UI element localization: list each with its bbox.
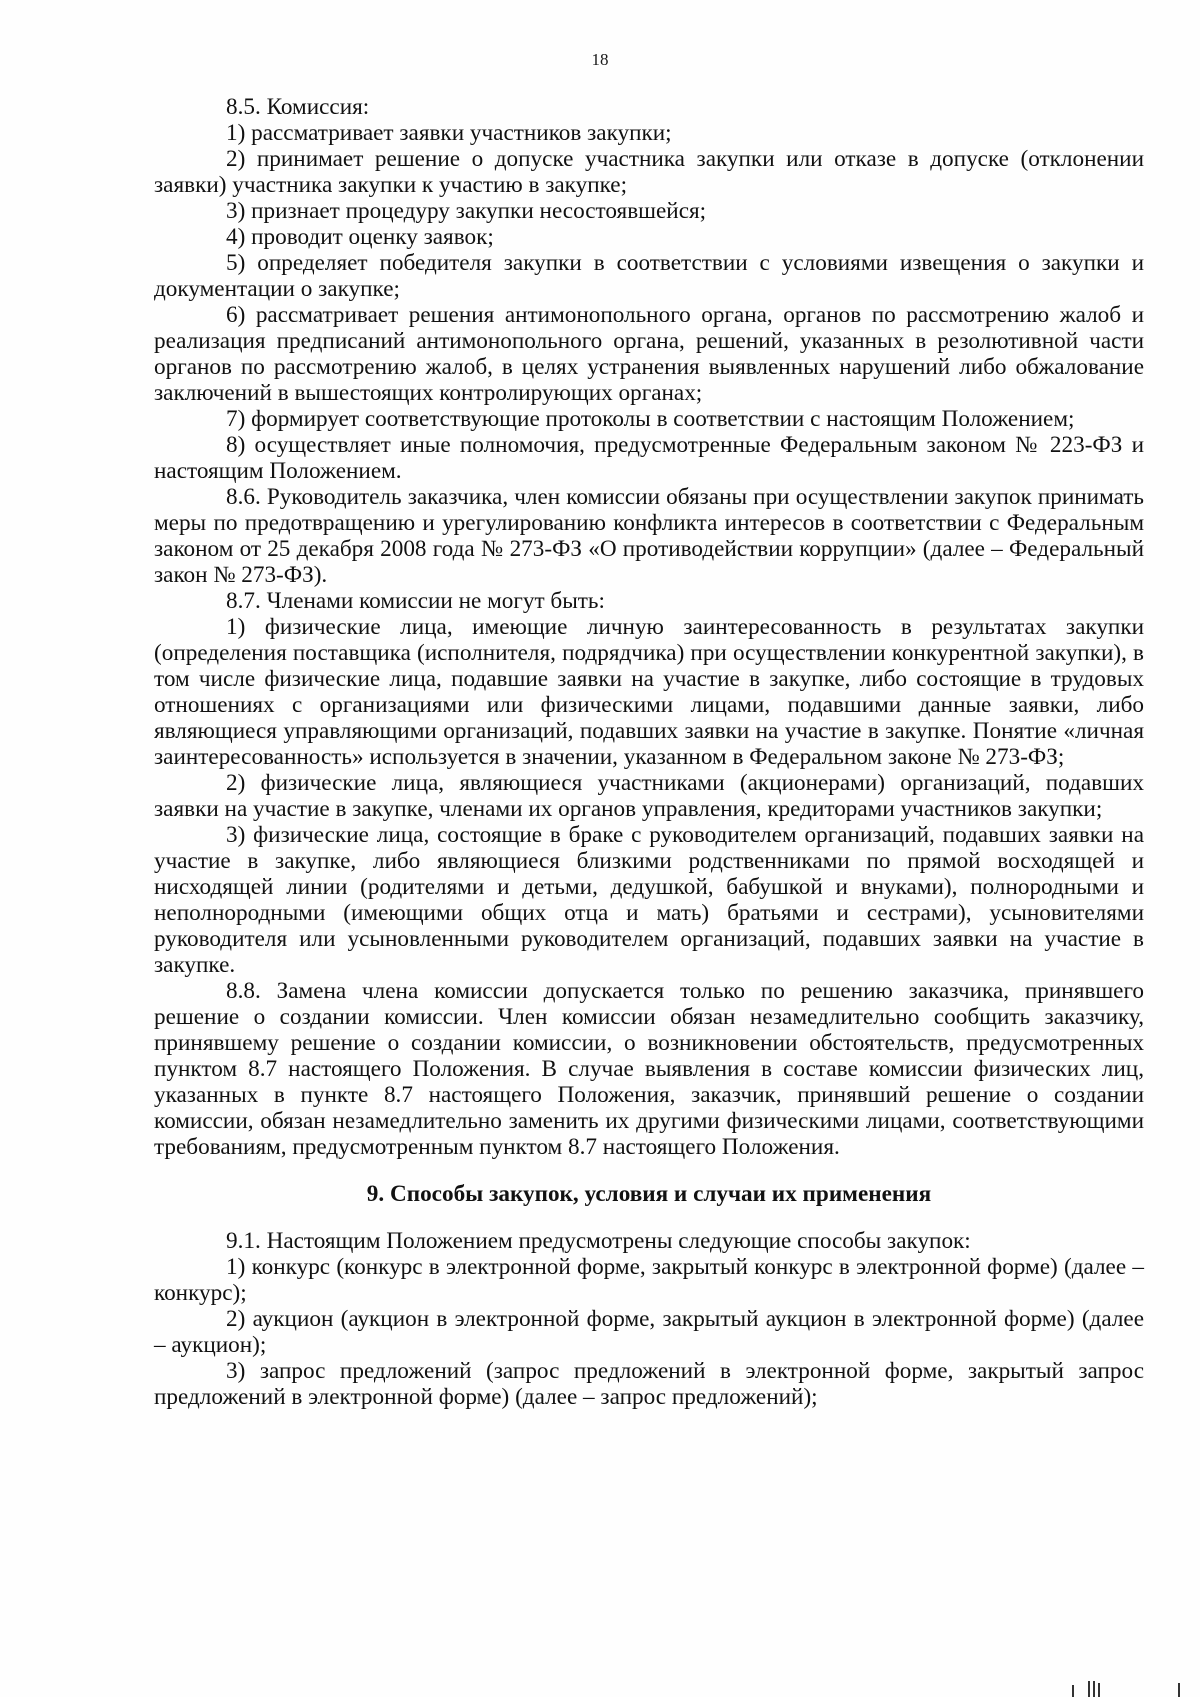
- list-item: 3) признает процедуру закупки несостоявшейся;: [226, 198, 707, 224]
- list-item: 2) принимает решение о допуске участника закупки или отказе в допуске (отклонении заявки) участника закупки к участию в закупке;: [154, 146, 1144, 198]
- page-number: 18: [591, 50, 609, 69]
- paragraph-8-8: 8.8. Замена члена комиссии допускается только по решению заказчика, принявшего решение о создании комиссии. Член комиссии обязан незамедлительно сообщить заказчику, принявшему решение о создании комиссии, о возникновении обстоятельств, предусмотренных пунктом 8.7 настоящего Положения. В случае выявления в составе комиссии физических лиц, указанных в пункте 8.7 настоящего Положения, заказчик, принявший решение о создании комиссии, обязан незамедлительно заменить их другими физическими лицами, соответствующими требованиям, предусмотренным пунктом 8.7 настоящего Положения.: [154, 978, 1144, 1160]
- list-item: 1) конкурс (конкурс в электронной форме, закрытый конкурс в электронной форме) (далее – конкурс);: [154, 1254, 1144, 1306]
- list-item: 3) физические лица, состоящие в браке с руководителем организаций, подавших заявки на участие в закупке, либо являющиеся близкими родственниками по прямой восходящей и нисходящей линии (родителями и детьми, дедушкой, бабушкой и внуками), полнородными и неполнородными (имеющими общих отца и мать) братьями и сестрами), усыновителями руководителя или усыновленными руководителем организаций, подавших заявки на участие в закупке.: [154, 822, 1144, 978]
- list-item: 2) физические лица, являющиеся участниками (акционерами) организаций, подавших заявки на участие в закупке, членами их органов управления, кредиторами участников закупки;: [154, 770, 1144, 822]
- document-body: [154, 94, 1144, 1410]
- list-item: 6) рассматривает решения антимонопольного органа, органов по рассмотрению жалоб и реализация предписаний антимонопольного органа, решений, указанных в резолютивной части органов по рассмотрению жалоб, в целях устранения выявленных нарушений либо обжалование заключений в вышестоящих контролирующих органах;: [154, 302, 1144, 406]
- paragraph-8-6: 8.6. Руководитель заказчика, член комиссии обязаны при осуществлении закупок принимать меры по предотвращению и урегулированию конфликта интересов в соответствии с Федеральным законом от 25 декабря 2008 года № 273-ФЗ «О противодействии коррупции» (далее – Федеральный закон № 273-ФЗ).: [154, 484, 1144, 588]
- list-item: 4) проводит оценку заявок;: [226, 224, 494, 250]
- list-item: 1) физические лица, имеющие личную заинтересованность в результатах закупки (определения поставщика (исполнителя, подрядчика) при осуществлении конкурентной закупки), в том числе физические лица, подавшие заявки на участие в закупке, либо состоящие в трудовых отношениях с организациями или физическими лицами, подавшими данные заявки, либо являющиеся управляющими организаций, подавших заявки на участие в закупке. Понятие «личная заинтересованность» используется в значении, указанном в Федеральном законе № 273-ФЗ;: [154, 614, 1144, 770]
- list-item: 3) запрос предложений (запрос предложений в электронной форме, закрытый запрос предложений в электронной форме) (далее – запрос предложений);: [154, 1358, 1144, 1410]
- list-item: 2) аукцион (аукцион в электронной форме, закрытый аукцион в электронной форме) (далее – аукцион);: [154, 1306, 1144, 1358]
- paragraph-8-7: 8.7. Членами комиссии не могут быть:: [226, 588, 605, 614]
- paragraph-8-5: 8.5. Комиссия:: [226, 94, 370, 120]
- list-item: 1) рассматривает заявки участников закупки;: [226, 120, 672, 146]
- list-item: 7) формирует соответствующие протоколы в соответствии с настоящим Положением;: [226, 406, 1075, 432]
- section-heading: 9. Способы закупок, условия и случаи их применения: [366, 1181, 932, 1207]
- list-item: 8) осуществляет иные полномочия, предусмотренные Федеральным законом № 223-ФЗ и настоящим Положением.: [154, 432, 1144, 484]
- list-item: 5) определяет победителя закупки в соответствии с условиями извещения о закупки и документации о закупке;: [154, 250, 1144, 302]
- paragraph-9-1: 9.1. Настоящим Положением предусмотрены следующие способы закупок:: [226, 1228, 971, 1254]
- scan-edge-marks: [1050, 1672, 1190, 1697]
